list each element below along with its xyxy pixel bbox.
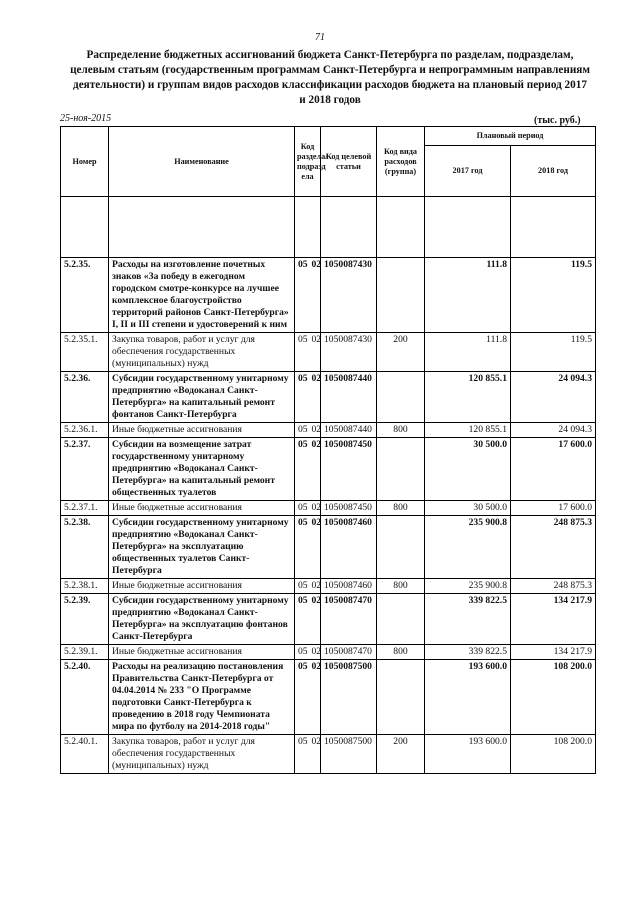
row-subsection: 02 bbox=[309, 438, 321, 501]
row-2017: 120 855.1 bbox=[425, 423, 511, 438]
row-2018: 134 217.9 bbox=[511, 645, 596, 660]
row-subsection: 02 bbox=[309, 735, 321, 774]
row-section: 05 bbox=[295, 423, 309, 438]
row-number: 5.2.38.1. bbox=[61, 579, 109, 594]
row-type bbox=[377, 594, 425, 645]
row-name: Иные бюджетные ассигнования bbox=[109, 645, 295, 660]
header-planned: Плановый период bbox=[425, 127, 596, 146]
row-section: 05 bbox=[295, 660, 309, 735]
row-name: Расходы на изготовление почетных знаков «За победу в ежегодном городском смотре-конкурсе на лучшее комплексное благоустройство территорий районов Санкт-Петербурга» I, II и III степени и удостоверений к ним bbox=[109, 258, 295, 333]
header-2018: 2018 год bbox=[511, 146, 596, 197]
row-number: 5.2.38. bbox=[61, 516, 109, 579]
table-row bbox=[61, 372, 596, 423]
header-target: Код целевой статьи bbox=[321, 127, 377, 197]
row-subsection: 02 bbox=[309, 594, 321, 645]
table-row bbox=[61, 516, 596, 579]
row-section: 05 bbox=[295, 333, 309, 372]
row-section: 05 bbox=[295, 516, 309, 579]
row-subsection: 02 bbox=[309, 423, 321, 438]
row-2017: 235 900.8 bbox=[425, 579, 511, 594]
row-section: 05 bbox=[295, 594, 309, 645]
page-title: Распределение бюджетных ассигнований бюджета Санкт-Петербурга по разделам, подразделам, целевым статьям (государственным программам Санкт-Петербурга и непрограммным направлениям деятельности) и группам видов расходов классификации расходов бюджета на плановый период 2017 и 2018 годов bbox=[70, 49, 590, 106]
row-type bbox=[377, 516, 425, 579]
units-label: (тыс. руб.) bbox=[534, 115, 581, 126]
row-number: 5.2.37. bbox=[61, 438, 109, 501]
row-2018: 108 200.0 bbox=[511, 735, 596, 774]
row-name: Субсидии государственному унитарному предприятию «Водоканал Санкт-Петербурга» на эксплуатацию фонтанов Санкт-Петербурга bbox=[109, 594, 295, 645]
row-type bbox=[377, 372, 425, 423]
table-row bbox=[61, 501, 596, 516]
row-type: 200 bbox=[377, 333, 425, 372]
row-2018: 17 600.0 bbox=[511, 501, 596, 516]
row-number: 5.2.35.1. bbox=[61, 333, 109, 372]
row-2018: 119.5 bbox=[511, 258, 596, 333]
table-row bbox=[61, 645, 596, 660]
row-target: 1050087440 bbox=[321, 372, 377, 423]
row-type: 800 bbox=[377, 423, 425, 438]
row-2018: 119.5 bbox=[511, 333, 596, 372]
row-number: 5.2.40. bbox=[61, 660, 109, 735]
row-section: 05 bbox=[295, 438, 309, 501]
row-2017: 339 822.5 bbox=[425, 594, 511, 645]
row-2017: 193 600.0 bbox=[425, 660, 511, 735]
row-subsection: 02 bbox=[309, 372, 321, 423]
row-target: 1050087460 bbox=[321, 516, 377, 579]
row-2017: 120 855.1 bbox=[425, 372, 511, 423]
row-section: 05 bbox=[295, 372, 309, 423]
table-row bbox=[61, 423, 596, 438]
table-row bbox=[61, 258, 596, 333]
page-number: 71 bbox=[315, 32, 325, 43]
row-subsection: 02 bbox=[309, 258, 321, 333]
row-2017: 30 500.0 bbox=[425, 501, 511, 516]
row-section: 05 bbox=[295, 645, 309, 660]
row-subsection: 02 bbox=[309, 660, 321, 735]
row-2018: 24 094.3 bbox=[511, 372, 596, 423]
row-type: 200 bbox=[377, 735, 425, 774]
row-2017: 193 600.0 bbox=[425, 735, 511, 774]
row-name: Субсидии государственному унитарному предприятию «Водоканал Санкт-Петербурга» на эксплуатацию общественных туалетов Санкт-Петербурга bbox=[109, 516, 295, 579]
row-target: 1050087440 bbox=[321, 423, 377, 438]
row-2018: 108 200.0 bbox=[511, 660, 596, 735]
row-name: Субсидии государственному унитарному предприятию «Водоканал Санкт-Петербурга» на капитальный ремонт фонтанов Санкт-Петербурга bbox=[109, 372, 295, 423]
table-spacer-row bbox=[61, 197, 596, 258]
row-number: 5.2.36.1. bbox=[61, 423, 109, 438]
table-row bbox=[61, 579, 596, 594]
row-number: 5.2.40.1. bbox=[61, 735, 109, 774]
budget-table bbox=[60, 126, 596, 774]
row-subsection: 02 bbox=[309, 579, 321, 594]
row-section: 05 bbox=[295, 501, 309, 516]
row-type: 800 bbox=[377, 501, 425, 516]
row-name: Иные бюджетные ассигнования bbox=[109, 423, 295, 438]
table-header-row bbox=[61, 127, 596, 146]
row-type: 800 bbox=[377, 579, 425, 594]
row-2018: 24 094.3 bbox=[511, 423, 596, 438]
table-row bbox=[61, 660, 596, 735]
row-type: 800 bbox=[377, 645, 425, 660]
row-number: 5.2.37.1. bbox=[61, 501, 109, 516]
row-subsection: 02 bbox=[309, 333, 321, 372]
table-row bbox=[61, 333, 596, 372]
header-type: Код вида расходов (группа) bbox=[377, 127, 425, 197]
row-name: Расходы на реализацию постановления Правительства Санкт-Петербурга от 04.04.2014 № 233 "О Программе подготовки Санкт-Петербурга к проведению в 2018 году Чемпионата мира по футболу на 2014-2018 годы" bbox=[109, 660, 295, 735]
row-2017: 30 500.0 bbox=[425, 438, 511, 501]
row-section: 05 bbox=[295, 735, 309, 774]
row-2017: 235 900.8 bbox=[425, 516, 511, 579]
row-2017: 111.8 bbox=[425, 333, 511, 372]
table-row bbox=[61, 735, 596, 774]
table-row bbox=[61, 438, 596, 501]
document-date: 25-ноя-2015 bbox=[60, 113, 112, 124]
row-name: Закупка товаров, работ и услуг для обеспечения государственных (муниципальных) нужд bbox=[109, 735, 295, 774]
row-subsection: 02 bbox=[309, 645, 321, 660]
table-row bbox=[61, 594, 596, 645]
row-number: 5.2.39.1. bbox=[61, 645, 109, 660]
row-number: 5.2.35. bbox=[61, 258, 109, 333]
row-type bbox=[377, 660, 425, 735]
row-target: 1050087430 bbox=[321, 333, 377, 372]
row-target: 1050087470 bbox=[321, 645, 377, 660]
row-2018: 17 600.0 bbox=[511, 438, 596, 501]
row-2018: 134 217.9 bbox=[511, 594, 596, 645]
row-name: Субсидии на возмещение затрат государственному унитарному предприятию «Водоканал Санкт-Петербурга» на капитальный ремонт общественных туалетов bbox=[109, 438, 295, 501]
row-target: 1050087500 bbox=[321, 660, 377, 735]
row-name: Закупка товаров, работ и услуг для обеспечения государственных (муниципальных) нужд bbox=[109, 333, 295, 372]
row-section: 05 bbox=[295, 258, 309, 333]
row-type bbox=[377, 438, 425, 501]
row-subsection: 02 bbox=[309, 516, 321, 579]
row-subsection: 02 bbox=[309, 501, 321, 516]
row-number: 5.2.36. bbox=[61, 372, 109, 423]
row-2017: 339 822.5 bbox=[425, 645, 511, 660]
row-type bbox=[377, 258, 425, 333]
row-target: 1050087450 bbox=[321, 438, 377, 501]
row-target: 1050087460 bbox=[321, 579, 377, 594]
row-number: 5.2.39. bbox=[61, 594, 109, 645]
row-2018: 248 875.3 bbox=[511, 579, 596, 594]
row-target: 1050087450 bbox=[321, 501, 377, 516]
row-target: 1050087500 bbox=[321, 735, 377, 774]
header-name: Наименование bbox=[109, 127, 295, 197]
row-name: Иные бюджетные ассигнования bbox=[109, 501, 295, 516]
header-section: Код раздела/подразд ела bbox=[295, 127, 321, 197]
row-target: 1050087470 bbox=[321, 594, 377, 645]
row-2017: 111.8 bbox=[425, 258, 511, 333]
header-number: Номер bbox=[61, 127, 109, 197]
row-2018: 248 875.3 bbox=[511, 516, 596, 579]
row-name: Иные бюджетные ассигнования bbox=[109, 579, 295, 594]
row-target: 1050087430 bbox=[321, 258, 377, 333]
row-section: 05 bbox=[295, 579, 309, 594]
header-2017: 2017 год bbox=[425, 146, 511, 197]
